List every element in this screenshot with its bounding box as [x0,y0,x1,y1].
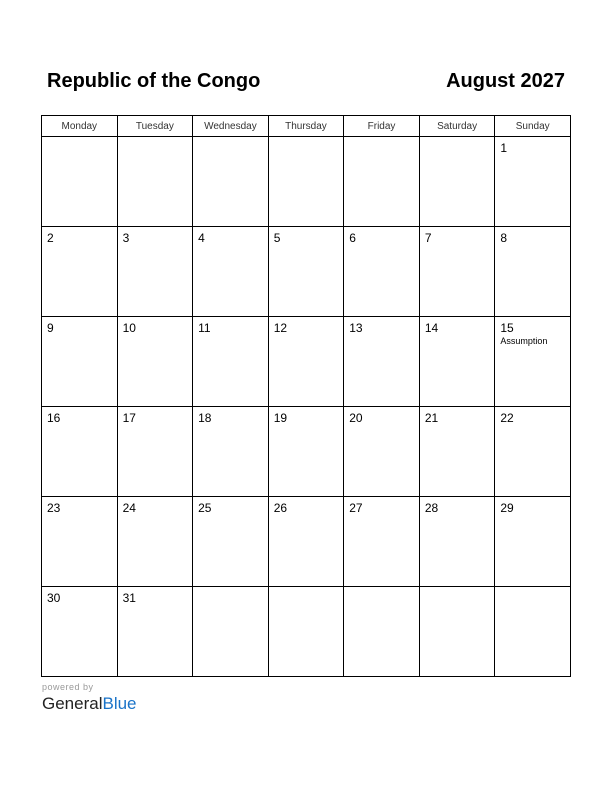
day-number: 29 [500,501,514,515]
day-number: 7 [424,231,432,245]
day-cell [495,497,571,587]
day-cell [42,407,118,497]
day-cell [268,407,344,497]
holiday-label: Assumption [500,336,548,346]
day-number: 15 [500,321,514,335]
day-cell [42,227,118,317]
day-cell [117,407,193,497]
month-year-title: August 2027 [446,70,565,92]
week-row [42,227,571,317]
calendar-grid [41,115,571,677]
day-cell [344,587,420,677]
day-number: 16 [47,411,61,425]
day-cell [419,317,495,407]
day-number: 10 [122,321,136,335]
weekday-header: Saturday [419,116,495,137]
day-cell [193,587,269,677]
day-cell [344,407,420,497]
day-number: 11 [198,321,211,335]
day-number: 23 [47,501,61,515]
day-cell [419,497,495,587]
day-number: 9 [47,321,54,335]
weekday-header: Thursday [268,116,344,137]
day-number: 12 [273,321,288,335]
week-row [42,497,571,587]
day-number: 17 [122,411,136,425]
week-row [42,407,571,497]
day-cell [193,407,269,497]
day-number: 6 [349,231,356,245]
brand-general: General [42,694,103,713]
day-number: 8 [500,231,508,245]
week-row [42,587,571,677]
day-cell [268,317,344,407]
day-number: 13 [349,321,363,335]
day-cell [117,587,193,677]
day-cell [117,227,193,317]
weekday-header: Wednesday [193,116,269,137]
day-cell [344,497,420,587]
weekday-header: Friday [344,116,420,137]
day-cell [495,317,571,407]
weekday-header: Tuesday [117,116,193,137]
day-number: 18 [198,411,212,425]
calendar-body [42,137,571,677]
day-cell [419,407,495,497]
day-number: 27 [349,501,363,515]
day-number: 24 [122,501,136,515]
day-number: 28 [424,501,439,515]
day-number: 25 [198,501,212,515]
day-cell [42,497,118,587]
day-cell [419,587,495,677]
day-number: 4 [198,231,205,245]
day-cell [42,137,118,227]
day-cell [117,497,193,587]
week-row [42,317,571,407]
day-number: 20 [349,411,363,425]
weekday-header: Sunday [495,116,571,137]
day-number: 22 [500,411,514,425]
day-number: 2 [47,231,54,245]
day-cell [419,137,495,227]
day-cell [42,317,118,407]
day-cell [268,497,344,587]
day-cell [268,227,344,317]
powered-by-text: powered by [42,682,94,692]
day-number: 21 [424,411,439,425]
day-cell [117,317,193,407]
weekday-header: Monday [42,116,118,137]
calendar-header [47,70,565,100]
footer [42,682,137,714]
day-cell [344,227,420,317]
day-number: 30 [47,591,61,605]
day-cell [495,587,571,677]
day-cell [495,137,571,227]
brand-logo [42,694,137,714]
day-cell [193,227,269,317]
day-cell [193,497,269,587]
day-number: 14 [424,321,439,335]
day-number: 3 [122,231,130,245]
country-title: Republic of the Congo [47,70,261,92]
day-cell [193,137,269,227]
brand-blue: Blue [102,694,137,713]
day-number: 26 [273,501,288,515]
day-number: 1 [500,141,508,155]
day-cell [344,317,420,407]
day-number: 19 [273,411,288,425]
day-cell [419,227,495,317]
weekday-header-row [42,116,571,137]
day-cell [42,587,118,677]
week-row [42,137,571,227]
day-number: 5 [273,231,281,245]
day-cell [495,227,571,317]
day-cell [117,137,193,227]
day-number: 31 [122,591,136,605]
day-cell [193,317,269,407]
day-cell [268,137,344,227]
day-cell [268,587,344,677]
day-cell [495,407,571,497]
day-cell [344,137,420,227]
